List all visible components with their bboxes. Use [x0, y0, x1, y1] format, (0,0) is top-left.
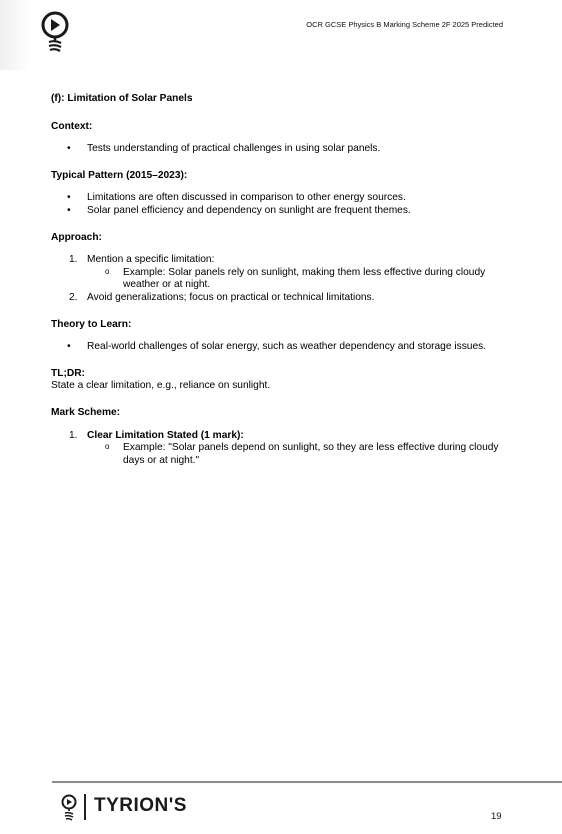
step-text: Mention a specific limitation:: [87, 254, 215, 266]
list-item: 2. Avoid generalizations; focus on practical or technical limitations.: [69, 291, 375, 303]
approach-list: [51, 254, 511, 304]
list-item: 1. Clear Limitation Stated (1 mark): o Example: "Solar panels depend on sunlight, so they are less effective during cloudy days or at night.": [51, 430, 511, 468]
mark-criterion: Clear Limitation Stated (1 mark):: [87, 429, 244, 441]
list-item: • Real-world challenges of solar energy, such as weather dependency and storage issues.: [51, 341, 511, 354]
context-heading: Context:: [51, 120, 93, 132]
list-item: 1. Mention a specific limitation: o Example: Solar panels rely on sunlight, making them less effective during cloudy weather or at night.: [51, 254, 511, 292]
page-number: 19: [491, 811, 502, 822]
lightbulb-play-icon: [38, 10, 72, 54]
page-edge-shadow: [0, 0, 30, 70]
sub-item: o Example: "Solar panels depend on sunlight, so they are less effective during cloudy days or at night.": [51, 442, 511, 467]
mark-scheme-list: [51, 430, 511, 468]
footer-divider: [52, 781, 562, 783]
list-item: • Limitations are often discussed in comparison to other energy sources.: [51, 192, 511, 205]
mark-scheme-heading: Mark Scheme:: [51, 406, 121, 418]
theory-list: [51, 341, 511, 354]
step-text: Avoid generalizations; focus on practical or technical limitations.: [87, 291, 375, 303]
section-title: (f): Limitation of Solar Panels: [51, 93, 193, 104]
document-header-title: OCR GCSE Physics B Marking Scheme 2F 2025 Predicted: [306, 20, 503, 29]
tldr-text: State a clear limitation, e.g., reliance on sunlight.: [51, 380, 271, 392]
tldr-heading: TL;DR:: [51, 367, 85, 379]
list-item: • Tests understanding of practical challenges in using solar panels.: [51, 143, 511, 156]
footer-separator: [84, 794, 86, 820]
pattern-list: [51, 192, 511, 217]
theory-heading: Theory to Learn:: [51, 318, 132, 330]
brand-wordmark: TYRION'S: [94, 795, 187, 816]
list-item: • Solar panel efficiency and dependency on sunlight are frequent themes.: [51, 205, 511, 218]
page-content: [51, 93, 511, 467]
context-list: [51, 143, 511, 156]
approach-heading: Approach:: [51, 231, 102, 243]
sub-item: o Example: Solar panels rely on sunlight, making them less effective during cloudy weather or at night.: [51, 267, 511, 292]
pattern-heading: Typical Pattern (2015–2023):: [51, 169, 188, 181]
lightbulb-play-icon: [60, 794, 78, 822]
